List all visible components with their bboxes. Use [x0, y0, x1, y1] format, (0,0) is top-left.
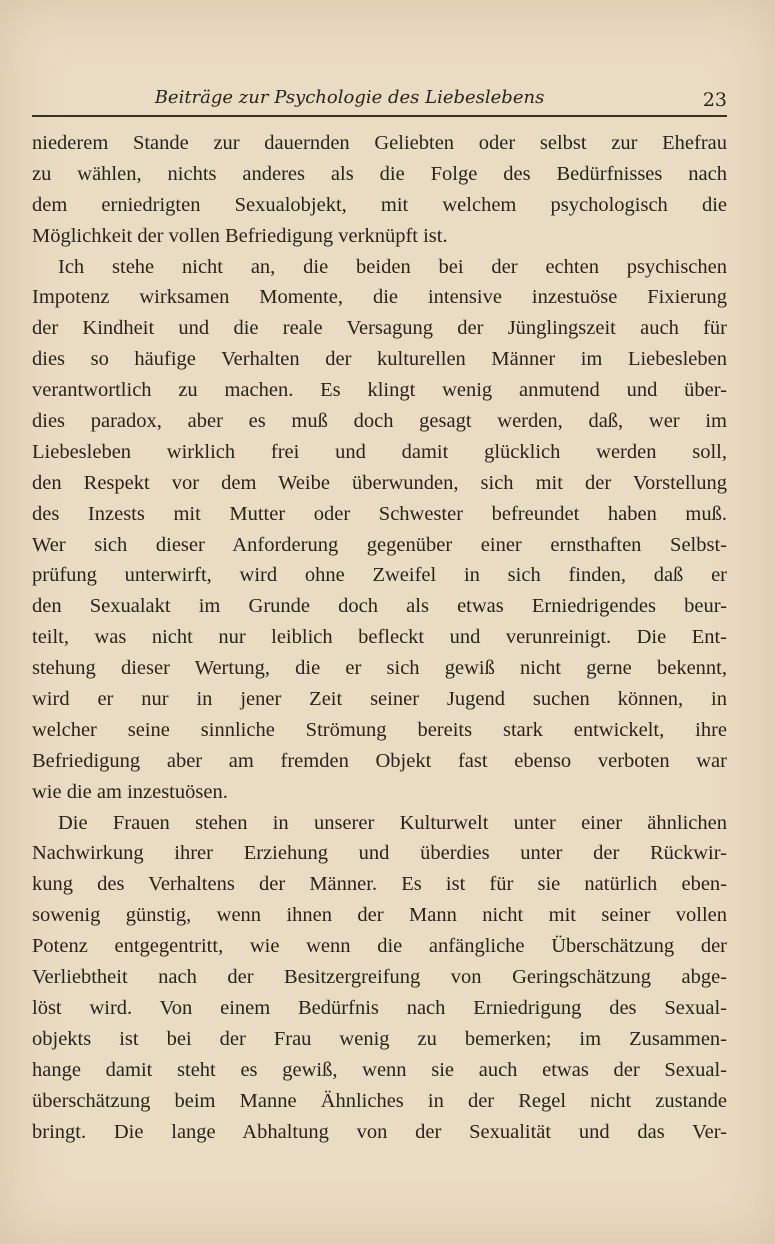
text-line: teilt, was nicht nur leiblich befleckt und verunreinigt. Die Ent-	[32, 626, 727, 649]
text-line: Impotenz wirksamen Momente, die intensive inzestuöse Fixierung	[32, 286, 727, 309]
text-line: objekts ist bei der Frau wenig zu bemerken; im Zusammen-	[32, 1027, 727, 1050]
text-line: Potenz entgegentritt, wie wenn die anfängliche Überschätzung der	[32, 935, 727, 958]
text-line: den Sexualakt im Grunde doch als etwas Erniedrigendes beur-	[32, 595, 727, 618]
text-line: wie die am inzestuösen.	[32, 780, 228, 803]
text-line: Ich stehe nicht an, die beiden bei der echten psychischen	[58, 255, 727, 278]
text-line: überschätzung beim Manne Ähnliches in der Regel nicht zustande	[32, 1089, 727, 1112]
text-line: dem erniedrigten Sexualobjekt, mit welchem psychologisch die	[32, 193, 727, 216]
text-line: Die Frauen stehen in unserer Kulturwelt unter einer ähnlichen	[58, 811, 727, 834]
text-line: bringt. Die lange Abhaltung von der Sexualität und das Ver-	[32, 1120, 727, 1143]
text-line: Möglichkeit der vollen Befriedigung verknüpft ist.	[32, 224, 448, 247]
text-line: Wer sich dieser Anforderung gegenüber einer ernsthaften Selbst-	[32, 533, 727, 556]
text-line: sowenig günstig, wenn ihnen der Mann nicht mit seiner vollen	[32, 904, 727, 927]
text-line: niederem Stande zur dauernden Geliebten oder selbst zur Ehefrau	[32, 132, 727, 154]
text-line: Befriedigung aber am fremden Objekt fast ebenso verboten war	[32, 749, 727, 772]
text-line: prüfung unterwirft, wird ohne Zweifel in sich finden, daß er	[32, 564, 727, 587]
header-rule	[32, 115, 727, 117]
text-line: dies paradox, aber es muß doch gesagt werden, daß, wer im	[32, 410, 727, 433]
text-line: hange damit steht es gewiß, wenn sie auch etwas der Sexual-	[32, 1058, 727, 1081]
text-line: Nachwirkung ihrer Erziehung und überdies unter der Rückwir-	[32, 842, 727, 865]
text-line: zu wählen, nichts anderes als die Folge des Bedürfnisses nach	[32, 162, 727, 185]
text-line: stehung dieser Wertung, die er sich gewiß nicht gerne bekennt,	[32, 657, 727, 680]
text-line: den Respekt vor dem Weibe überwunden, sich mit der Vorstellung	[32, 471, 727, 494]
page-number: 23	[702, 89, 727, 111]
text-line: wird er nur in jener Zeit seiner Jugend suchen können, in	[32, 688, 727, 711]
text-line: welcher seine sinnliche Strömung bereits stark entwickelt, ihre	[32, 718, 727, 741]
text-line: der Kindheit und die reale Versagung der Jünglingszeit auch für	[32, 317, 727, 340]
text-line: Liebesleben wirklich frei und damit glücklich werden soll,	[32, 440, 727, 463]
running-title: Beiträge zur Psychologie des Liebeslebens	[154, 87, 545, 108]
text-line: verantwortlich zu machen. Es klingt wenig anmutend und über-	[32, 379, 727, 402]
body-text	[32, 128, 727, 1147]
text-line: Verliebtheit nach der Besitzergreifung von Geringschätzung abge-	[32, 966, 727, 989]
text-line: dies so häufige Verhalten der kulturellen Männer im Liebesleben	[32, 348, 727, 371]
text-line: des Inzests mit Mutter oder Schwester befreundet haben muß.	[32, 502, 727, 525]
text-line: kung des Verhaltens der Männer. Es ist für sie natürlich eben-	[32, 873, 727, 896]
text-line: löst wird. Von einem Bedürfnis nach Erniedrigung des Sexual-	[32, 996, 727, 1019]
running-head	[32, 86, 727, 112]
